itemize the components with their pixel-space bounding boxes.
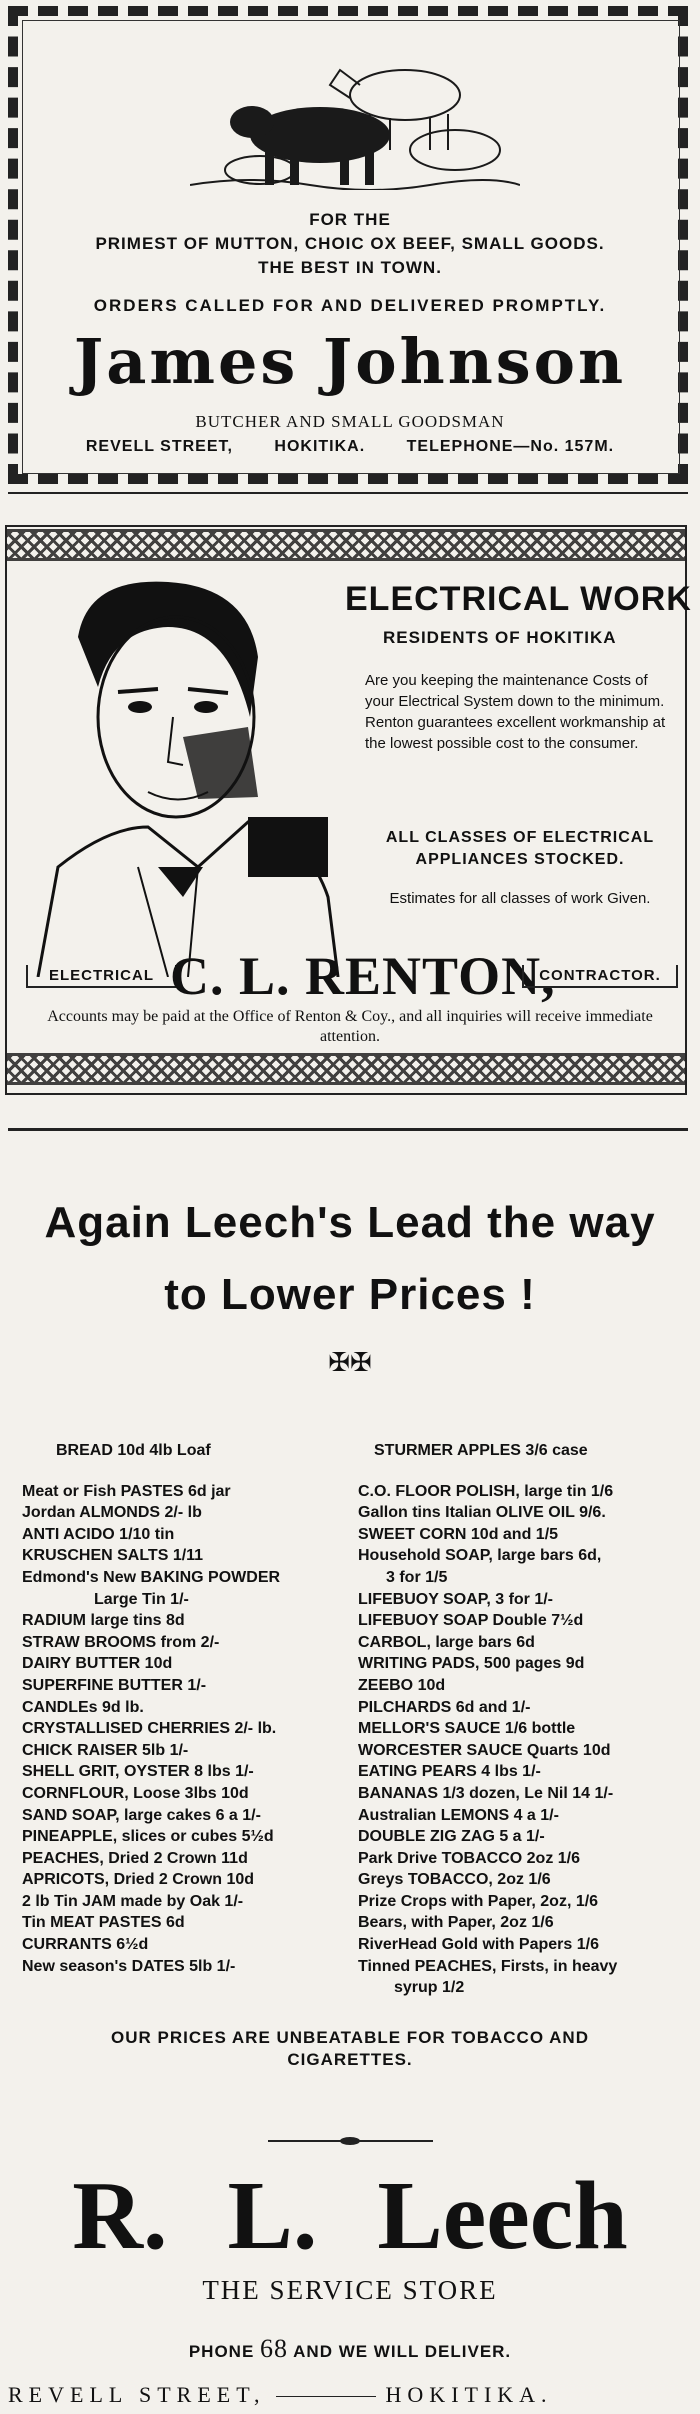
street: REVELL STREET, bbox=[8, 2382, 266, 2407]
notice-line: OUR PRICES ARE UNBEATABLE FOR TOBACCO AND bbox=[111, 2028, 589, 2047]
list-item: CRYSTALLISED CHERRIES 2/- lb. bbox=[22, 1720, 277, 1738]
street: REVELL STREET, bbox=[85, 438, 233, 455]
list-item: SWEET CORN 10d and 1/5 bbox=[358, 1525, 559, 1543]
decorative-divider bbox=[268, 2140, 433, 2142]
maintenance-paragraph: Are you keeping the maintenance Costs of your Electrical System down to the minimum. bbox=[365, 672, 665, 710]
leech-advertisement bbox=[0, 1120, 700, 2414]
list-item: LIFEBUOY SOAP, 3 for 1/- bbox=[358, 1590, 554, 1608]
ornamental-border-bottom bbox=[5, 1053, 687, 1085]
list-item: EATING PEARS 4 lbs 1/- bbox=[358, 1763, 541, 1781]
phone-number: 68 bbox=[260, 2334, 289, 2363]
item-list bbox=[22, 1481, 352, 1978]
list-item: MELLOR'S SAUCE 1/6 bottle bbox=[358, 1720, 576, 1738]
list-item: syrup 1/2 bbox=[394, 1979, 465, 1997]
list-item: DOUBLE ZIG ZAG 5 a 1/- bbox=[358, 1828, 545, 1846]
for-the-line: FOR THE bbox=[309, 210, 391, 229]
meats-line: PRIMEST OF MUTTON, CHOIC OX BEEF, SMALL GOODS. bbox=[95, 234, 605, 253]
list-item: Household SOAP, large bars 6d, bbox=[358, 1547, 602, 1565]
heading: ELECTRICAL WORK bbox=[345, 580, 692, 618]
advertiser-name: James Johnson bbox=[73, 325, 627, 398]
list-item: Edmond's New BAKING POWDER bbox=[22, 1568, 281, 1586]
list-item: New season's DATES 5lb 1/- bbox=[22, 1957, 236, 1975]
list-item: RADIUM large tins 8d bbox=[22, 1612, 185, 1630]
list-item: Large Tin 1/- bbox=[94, 1590, 189, 1608]
body-text bbox=[365, 670, 675, 754]
list-item: DAIRY BUTTER 10d bbox=[22, 1655, 173, 1673]
list-item: Australian LEMONS 4 a 1/- bbox=[358, 1806, 559, 1824]
list-item: Jordan ALMONDS 2/- lb bbox=[22, 1504, 202, 1522]
appliances-line: ALL CLASSES OF ELECTRICAL APPLIANCES STOCKED. bbox=[385, 829, 655, 868]
list-item: CORNFLOUR, Loose 3lbs 10d bbox=[22, 1784, 249, 1802]
tobacco-notice bbox=[0, 2027, 700, 2071]
guarantee-paragraph: Renton guarantees excellent workmanship at the lowest possible cost to the consumer. bbox=[365, 714, 666, 752]
livestock-illustration bbox=[190, 40, 520, 190]
trade-line: BUTCHER AND SMALL GOODSMAN bbox=[195, 412, 505, 431]
address-line bbox=[0, 438, 700, 456]
list-item: Prize Crops with Paper, 2oz, 1/6 bbox=[358, 1892, 599, 1910]
orders-line: ORDERS CALLED FOR AND DELIVERED PROMPTLY. bbox=[93, 296, 607, 315]
list-item: CANDLEs 9d lb. bbox=[22, 1698, 144, 1716]
list-item: Park Drive TOBACCO 2oz 1/6 bbox=[358, 1849, 581, 1867]
list-item: SHELL GRIT, OYSTER 8 lbs 1/- bbox=[22, 1763, 254, 1781]
list-item: Tin MEAT PASTES 6d bbox=[22, 1914, 185, 1932]
list-item: CURRANTS 6½d bbox=[22, 1936, 149, 1954]
headline-second-line: to Lower Prices ! bbox=[164, 1270, 536, 1319]
separator-rule bbox=[8, 492, 688, 494]
list-header: STURMER APPLES 3/6 case bbox=[374, 1442, 588, 1459]
renton-advertisement bbox=[0, 525, 700, 1105]
list-item: 2 lb Tin JAM made by Oak 1/- bbox=[22, 1892, 244, 1910]
advertiser-name bbox=[0, 2160, 700, 2272]
town: HOKITIKA. bbox=[385, 2382, 553, 2407]
phone-line bbox=[0, 2334, 700, 2364]
telephone: TELEPHONE—No. 157M. bbox=[406, 438, 615, 455]
electrical-tag: ELECTRICAL bbox=[26, 965, 177, 988]
subheading: RESIDENTS OF HOKITIKA bbox=[383, 628, 617, 647]
contractor-tag: CONTRACTOR. bbox=[522, 965, 678, 988]
ornament-icon: ✠✠ bbox=[328, 1347, 372, 1377]
list-item: CARBOL, large bars 6d bbox=[358, 1633, 535, 1651]
list-item: SUPERFINE BUTTER 1/- bbox=[22, 1676, 207, 1694]
notice-line: CIGARETTES. bbox=[287, 2050, 413, 2069]
initial-r: R. bbox=[72, 2162, 168, 2270]
list-item: LIFEBUOY SOAP Double 7½d bbox=[358, 1612, 584, 1630]
list-item: Tinned PEACHES, Firsts, in heavy bbox=[358, 1957, 618, 1975]
delivery-text: AND WE WILL DELIVER. bbox=[293, 2342, 512, 2361]
list-item: WRITING PADS, 500 pages 9d bbox=[358, 1655, 585, 1673]
surname: Leech bbox=[377, 2162, 628, 2270]
item-list bbox=[358, 1481, 678, 1999]
list-item: CHICK RAISER 5lb 1/- bbox=[22, 1741, 189, 1759]
list-item: WORCESTER SAUCE Quarts 10d bbox=[358, 1741, 611, 1759]
man-portrait-illustration bbox=[18, 567, 348, 977]
list-item: BANANAS 1/3 dozen, Le Nil 14 1/- bbox=[358, 1784, 614, 1802]
initial-l: L. bbox=[227, 2162, 318, 2270]
list-item: ZEEBO 10d bbox=[358, 1676, 446, 1694]
list-item: APRICOTS, Dried 2 Crown 10d bbox=[22, 1871, 255, 1889]
list-item: Bears, with Paper, 2oz 1/6 bbox=[358, 1914, 554, 1932]
price-list-right bbox=[358, 1440, 678, 1999]
list-item: STRAW BROOMS from 2/- bbox=[22, 1633, 220, 1651]
headline: Again Leech's Lead the way bbox=[44, 1198, 656, 1247]
phone-label: PHONE bbox=[188, 2342, 255, 2361]
price-list-left bbox=[22, 1440, 352, 1977]
ornamental-border-top bbox=[5, 529, 687, 561]
list-item: Meat or Fish PASTES 6d jar bbox=[22, 1482, 231, 1500]
list-item: 3 for 1/5 bbox=[386, 1568, 448, 1586]
accounts-notice: Accounts may be paid at the Office of Renton & Coy., and all inquiries will receive immediate attention. bbox=[47, 1008, 653, 1045]
list-item: ANTI ACIDO 1/10 tin bbox=[22, 1525, 175, 1543]
list-item: PEACHES, Dried 2 Crown 11d bbox=[22, 1849, 248, 1867]
list-header: BREAD 10d 4lb Loaf bbox=[56, 1442, 211, 1459]
separator-rule bbox=[8, 1128, 688, 1131]
town: HOKITIKA. bbox=[274, 438, 366, 455]
address-line bbox=[8, 2382, 698, 2408]
list-item: SAND SOAP, large cakes 6 a 1/- bbox=[22, 1806, 261, 1824]
johnson-advertisement bbox=[0, 0, 700, 490]
store-tagline: THE SERVICE STORE bbox=[202, 2275, 498, 2305]
list-item: KRUSCHEN SALTS 1/11 bbox=[22, 1547, 204, 1565]
best-in-town-line: THE BEST IN TOWN. bbox=[258, 258, 442, 277]
list-item: PILCHARDS 6d and 1/- bbox=[358, 1698, 531, 1716]
list-item: Greys TOBACCO, 2oz 1/6 bbox=[358, 1871, 551, 1889]
list-item: Gallon tins Italian OLIVE OIL 9/6. bbox=[358, 1504, 606, 1522]
list-item: C.O. FLOOR POLISH, large tin 1/6 bbox=[358, 1482, 614, 1500]
list-item: PINEAPPLE, slices or cubes 5½d bbox=[22, 1828, 274, 1846]
advertiser-name: C. L. RENTON, bbox=[170, 946, 556, 1006]
list-item: RiverHead Gold with Papers 1/6 bbox=[358, 1936, 599, 1954]
estimates-line: Estimates for all classes of work Given. bbox=[389, 890, 651, 907]
